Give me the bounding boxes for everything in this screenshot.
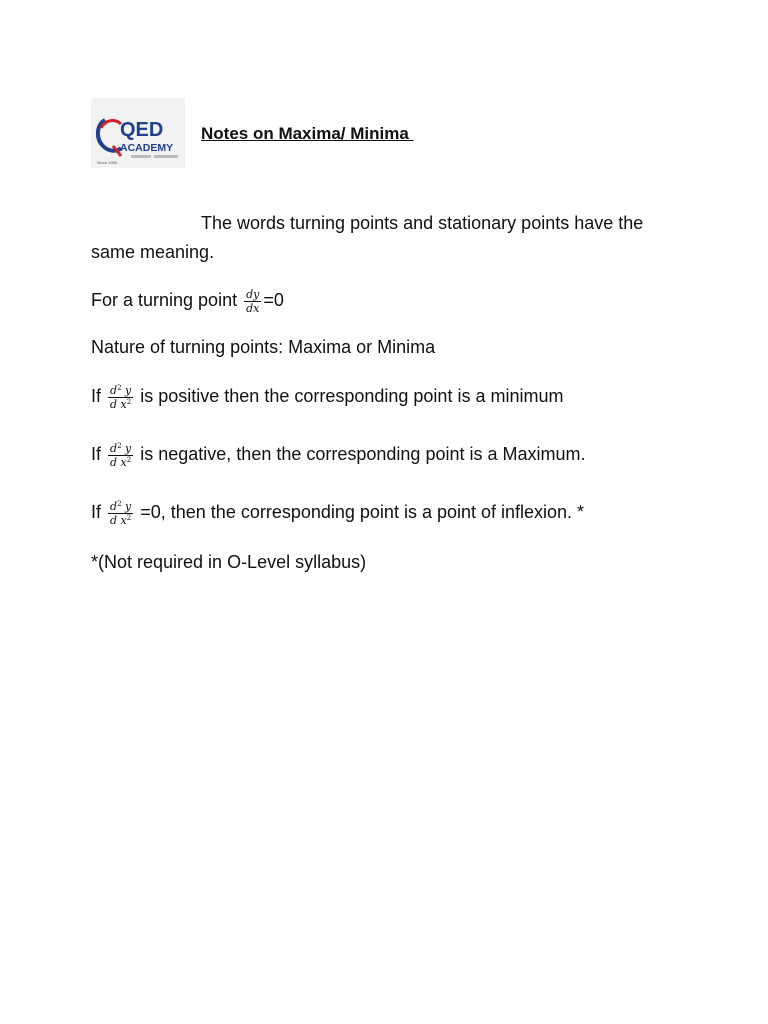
fraction-y: y [121, 383, 132, 397]
fraction-y: y [121, 441, 132, 455]
fraction-denominator: dx [246, 301, 260, 315]
fraction-d: d [110, 441, 118, 455]
rule-text: is negative, then the corresponding point is a Maximum. [135, 444, 586, 464]
fraction-exponent: 2 [117, 441, 122, 450]
fraction-exponent: 2 [126, 455, 132, 464]
fraction-d: d [110, 499, 118, 513]
fraction-dx: d x [110, 513, 127, 527]
second-derivative-fraction [108, 443, 133, 468]
rule-negative [91, 440, 586, 469]
turning-point-suffix: =0 [263, 290, 284, 310]
rule-prefix: If [91, 386, 107, 406]
second-derivative-fraction [108, 501, 133, 526]
second-derivative-fraction [108, 385, 133, 410]
fraction-d: d [110, 383, 118, 397]
intro-line-1: The words turning points and stationary points have the [201, 213, 644, 233]
fraction-numerator: dy [246, 287, 260, 301]
qed-academy-logo [91, 98, 185, 168]
fraction-y: y [121, 499, 132, 513]
turning-point-prefix: For a turning point [91, 290, 243, 310]
svg-text:Since 1990: Since 1990 [97, 160, 118, 165]
svg-text:QED: QED [120, 119, 164, 141]
fraction-dx: d x [110, 455, 127, 469]
rule-prefix: If [91, 444, 107, 464]
nature-heading: Nature of turning points: Maxima or Minima [91, 337, 436, 357]
rule-text: is positive then the corresponding point is a minimum [135, 386, 564, 406]
page-title: Notes on Maxima/ Minima [201, 124, 414, 143]
dy-dx-fraction [244, 289, 261, 314]
rule-inflexion [91, 498, 584, 527]
rule-prefix: If [91, 502, 107, 522]
fraction-exponent: 2 [117, 383, 122, 392]
fraction-exponent: 2 [126, 513, 132, 522]
svg-text:ACADEMY: ACADEMY [120, 142, 174, 154]
rule-positive [91, 382, 563, 411]
intro-line-2: same meaning. [91, 242, 215, 262]
rule-text: =0, then the corresponding point is a point of inflexion. * [135, 502, 585, 522]
fraction-exponent: 2 [117, 499, 122, 508]
footnote: *(Not required in O-Level syllabus) [91, 552, 367, 572]
turning-point-condition [91, 286, 284, 315]
fraction-dx: d x [110, 397, 127, 411]
fraction-exponent: 2 [126, 397, 132, 406]
